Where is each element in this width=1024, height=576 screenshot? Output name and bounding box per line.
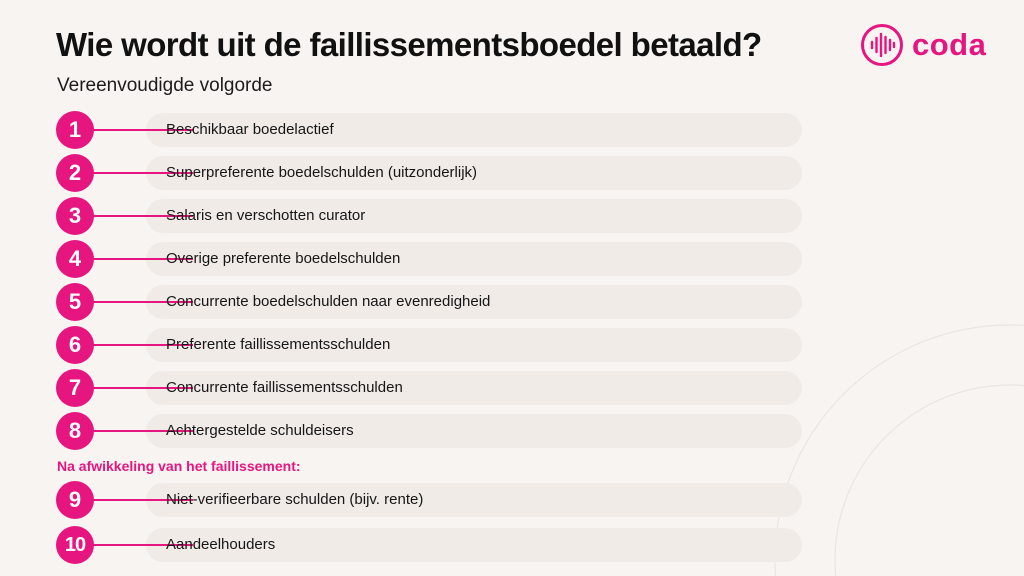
step-label: Concurrente boedelschulden naar evenredigheid [166, 293, 491, 310]
logo-wordmark: coda [912, 27, 987, 62]
step-number-badge: 10 [56, 526, 94, 564]
step-label: Concurrente faillissementsschulden [166, 379, 403, 396]
step-row [56, 480, 802, 520]
step-row [56, 368, 802, 408]
step-row [56, 239, 802, 279]
step-number-badge: 6 [56, 326, 94, 364]
step-row [56, 525, 802, 565]
step-label: Niet-verifieerbare schulden (bijv. rente) [166, 491, 424, 508]
step-number-badge: 8 [56, 412, 94, 450]
step-row [56, 153, 802, 193]
coda-soundwave-icon [860, 23, 904, 67]
page-title: Wie wordt uit de faillissementsboedel betaald? [56, 26, 762, 63]
step-label: Overige preferente boedelschulden [166, 250, 401, 267]
step-number-badge: 1 [56, 111, 94, 149]
step-label: Preferente faillissementsschulden [166, 336, 391, 353]
step-number-badge: 2 [56, 154, 94, 192]
page-subtitle: Vereenvoudigde volgorde [57, 75, 273, 96]
step-row [56, 325, 802, 365]
step-row [56, 411, 802, 451]
step-number-badge: 9 [56, 481, 94, 519]
step-number-badge: 7 [56, 369, 94, 407]
step-label: Salaris en verschotten curator [166, 207, 366, 224]
step-label: Achtergestelde schuldeisers [166, 422, 354, 439]
step-number-badge: 3 [56, 197, 94, 235]
after-bankruptcy-note: Na afwikkeling van het faillissement: [57, 458, 301, 474]
step-row [56, 196, 802, 236]
step-label: Beschikbaar boedelactief [166, 121, 334, 138]
step-row [56, 110, 802, 150]
step-row [56, 282, 802, 322]
step-number-badge: 4 [56, 240, 94, 278]
step-label: Aandeelhouders [166, 536, 276, 553]
step-label: Superpreferente boedelschulden (uitzonderlijk) [166, 164, 478, 181]
step-number-badge: 5 [56, 283, 94, 321]
coda-logo [860, 23, 986, 67]
